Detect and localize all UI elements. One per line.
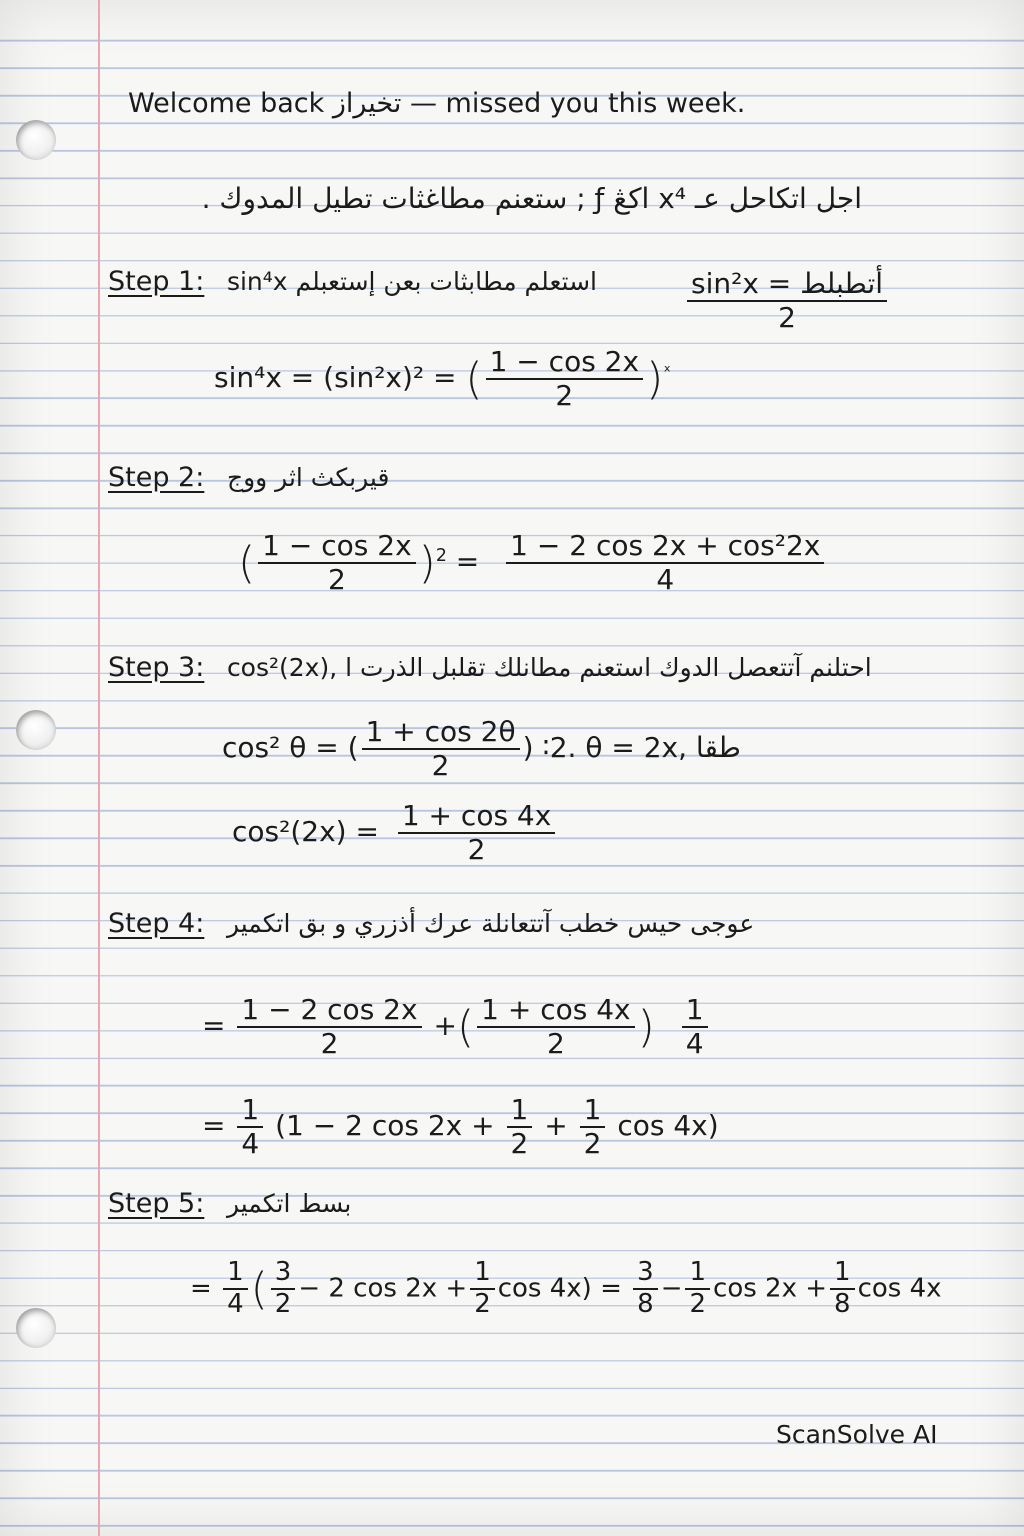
step-4-line-2: = $\frac{1}{4}$ (1 − 2 cos 2x + $\frac{1}{2}$ + $\frac{1}{2}$ cos 4x) — [202, 1093, 719, 1161]
step-4-heading — [108, 908, 754, 939]
binder-hole — [16, 710, 56, 750]
step-label: Step 1: — [108, 266, 205, 297]
step-text: cos²(2x), l احتلنم آتتعصل الدوك استعنم مطانلك تقلبل الذرت — [226, 653, 872, 682]
binder-hole — [16, 120, 56, 160]
step-label: Step 4: — [108, 908, 205, 939]
identity-fraction: $\frac{\text{sin²x = أتطبلط}}{2}$ — [684, 268, 890, 334]
binder-hole — [16, 1308, 56, 1348]
step-3-identity: cos² θ = ( $\frac{1 + \cos 2\theta}{2}$ ) ∶2. θ = 2x, طقا — [222, 715, 741, 783]
margin-line — [98, 0, 100, 1536]
step-2-equation: ( $\frac{1 - \cos 2x}{2}$ )$^2$ = $\frac{\text{1 − 2 cos 2x + cos²2x}}{4}$ — [238, 530, 827, 596]
step-text: sin⁴x استعلم مطابثات بعن إستعبلم — [226, 267, 597, 296]
step-1-equation: sin⁴x = (sin²x)² = ( $\frac{1 - \cos 2x}{2}$ )$^ˣ$ — [214, 345, 671, 413]
step-label: Step 2: — [108, 462, 205, 493]
problem-statement: اجل اتكاحل عـ x⁴ اکڠ ƒ ; ستعنم مطاغثات تطيل المدوك . — [201, 182, 862, 215]
step-4-line-1: = $\frac{1 - 2 \cos 2x}{2}$ +( $\frac{1 + \cos 4x}{2}$ ) $\frac{1}{4}$ — [202, 994, 711, 1060]
step-5-heading — [108, 1188, 351, 1219]
step-text: قيربكث اثر ووج — [226, 463, 390, 492]
step-label: Step 3: — [108, 652, 205, 683]
brand-watermark: ScanSolve AI — [776, 1420, 938, 1449]
step-1-heading — [108, 266, 597, 297]
step-2-heading — [108, 462, 389, 493]
step-5-final-result: = $\frac{1}{4}$ ( $\frac{3}{2}$ − 2 cos 2x + $\frac{1}{2}$ cos 4x) = $\frac{3}{8}$ − $\frac{1}{2}$ cos 2x + $\frac{1}{8}$ cos 4x — [190, 1257, 942, 1319]
step-text: عوجى حيس خطب آتتعانلة عرك أذزري و بق اتكمير — [226, 909, 755, 938]
step-3-result: cos²(2x) = $\frac{1 + \cos 4x}{2}$ — [232, 800, 558, 866]
step-label: Step 5: — [108, 1188, 205, 1219]
step-3-heading — [108, 652, 872, 683]
step-text: بسط اتكمير — [226, 1189, 352, 1218]
greeting-text: Welcome back تخيراز — missed you this week. — [128, 88, 746, 119]
